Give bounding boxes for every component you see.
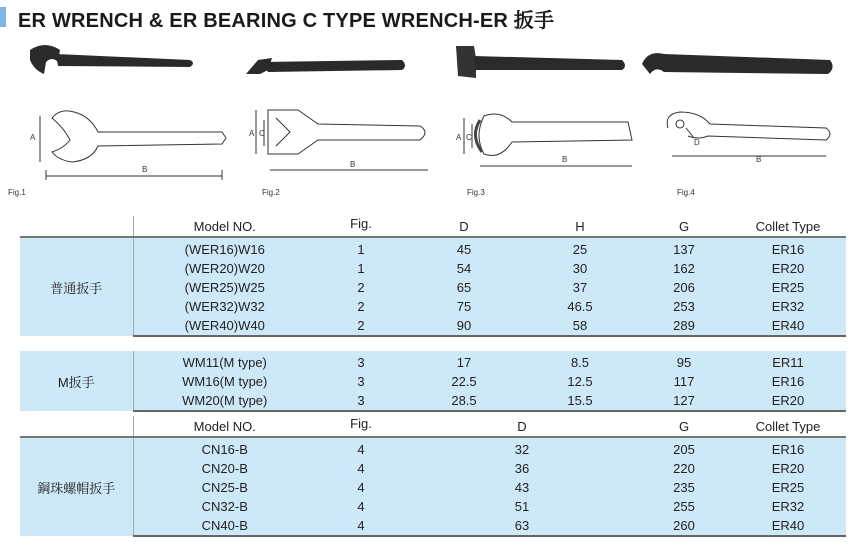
cell-d: 51 xyxy=(406,497,638,516)
table-row xyxy=(20,316,846,336)
table-row xyxy=(20,297,846,316)
cell-fig: 2 xyxy=(316,278,406,297)
cell-d: 65 xyxy=(406,278,522,297)
wrench-drawing-2 xyxy=(256,110,428,170)
cell-model: (WER40)W40 xyxy=(133,316,316,336)
cell-fig: 4 xyxy=(316,437,406,459)
cell-model: CN20-B xyxy=(133,459,316,478)
table-row xyxy=(20,372,846,391)
header-model: Model NO. xyxy=(133,416,316,437)
cell-g: 162 xyxy=(638,259,730,278)
cell-collet: ER16 xyxy=(730,437,846,459)
header-h: H xyxy=(522,216,638,237)
wrench-spec-table xyxy=(20,216,846,412)
cell-model: (WER20)W20 xyxy=(133,259,316,278)
group-name: M扳手 xyxy=(20,351,133,411)
header-g: G xyxy=(638,416,730,437)
cell-fig: 4 xyxy=(316,478,406,497)
cell-model: (WER16)W16 xyxy=(133,237,316,259)
cell-h: 25 xyxy=(522,237,638,259)
cell-g: 253 xyxy=(638,297,730,316)
table-row xyxy=(20,237,846,259)
cell-collet: ER20 xyxy=(730,459,846,478)
cell-collet: ER32 xyxy=(730,297,846,316)
cell-g: 255 xyxy=(638,497,730,516)
fig4-dim-d: D xyxy=(694,138,700,147)
cell-g: 205 xyxy=(638,437,730,459)
fig4-dim-b: B xyxy=(756,155,762,164)
cell-d: 90 xyxy=(406,316,522,336)
cell-model: (WER25)W25 xyxy=(133,278,316,297)
fig1-label: Fig.1 xyxy=(8,188,26,197)
table-row xyxy=(20,497,846,516)
cell-h: 37 xyxy=(522,278,638,297)
header-fig: Fig. xyxy=(316,416,406,437)
cell-fig: 1 xyxy=(316,237,406,259)
cell-collet: ER40 xyxy=(730,516,846,536)
table-row xyxy=(20,278,846,297)
cell-d: 17 xyxy=(406,351,522,372)
cell-d: 43 xyxy=(406,478,638,497)
wrench-photo-3 xyxy=(456,46,625,78)
cell-collet: ER40 xyxy=(730,316,846,336)
wrench-photo-4 xyxy=(642,53,833,74)
cell-d: 75 xyxy=(406,297,522,316)
fig2-dim-b: B xyxy=(350,160,356,169)
cell-h: 15.5 xyxy=(522,391,638,411)
cell-fig: 3 xyxy=(316,391,406,411)
cell-d: 22.5 xyxy=(406,372,522,391)
cell-fig: 1 xyxy=(316,259,406,278)
cell-fig: 3 xyxy=(316,372,406,391)
cell-d: 32 xyxy=(406,437,638,459)
fig4-label: Fig.4 xyxy=(677,188,695,197)
wrench-drawing-1 xyxy=(40,111,226,180)
cell-fig: 4 xyxy=(316,459,406,478)
cell-d: 36 xyxy=(406,459,638,478)
cell-collet: ER25 xyxy=(730,278,846,297)
cell-collet: ER20 xyxy=(730,259,846,278)
table-header-row xyxy=(20,216,846,237)
cell-collet: ER11 xyxy=(730,351,846,372)
cell-g: 127 xyxy=(638,391,730,411)
header-model: Model NO. xyxy=(133,216,316,237)
cell-model: CN16-B xyxy=(133,437,316,459)
table-row xyxy=(20,391,846,411)
cell-model: CN32-B xyxy=(133,497,316,516)
title-accent-bar xyxy=(0,7,6,27)
header-collet: Collet Type xyxy=(730,216,846,237)
figures-area xyxy=(0,36,859,206)
cell-g: 117 xyxy=(638,372,730,391)
cell-d: 28.5 xyxy=(406,391,522,411)
header-fig: Fig. xyxy=(316,216,406,237)
wrench-photo-1 xyxy=(30,45,193,74)
cell-h: 12.5 xyxy=(522,372,638,391)
header-g: G xyxy=(638,216,730,237)
table-row xyxy=(20,437,846,459)
fig2-dim-c: C xyxy=(259,129,265,138)
cell-h: 46.5 xyxy=(522,297,638,316)
header-collet: Collet Type xyxy=(730,416,846,437)
table-row xyxy=(20,459,846,478)
wrench-illustrations xyxy=(0,36,859,206)
bearing-wrench-spec-table xyxy=(20,416,846,537)
cell-g: 220 xyxy=(638,459,730,478)
cell-fig: 4 xyxy=(316,516,406,536)
wrench-drawing-3 xyxy=(464,114,632,166)
cell-g: 137 xyxy=(638,237,730,259)
page-title: ER WRENCH & ER BEARING C TYPE WRENCH-ER 扳手 xyxy=(18,10,555,32)
header-d: D xyxy=(406,416,638,437)
fig3-dim-b: B xyxy=(562,155,568,164)
cell-d: 63 xyxy=(406,516,638,536)
table-header-row xyxy=(20,416,846,437)
fig3-dim-a: A xyxy=(456,133,462,142)
fig3-label: Fig.3 xyxy=(467,188,485,197)
fig1-dim-b: B xyxy=(142,165,148,174)
group-spacer xyxy=(20,336,846,351)
cell-model: WM16(M type) xyxy=(133,372,316,391)
group-name: 鋼珠螺帽扳手 xyxy=(20,437,133,536)
cell-g: 206 xyxy=(638,278,730,297)
cell-fig: 2 xyxy=(316,316,406,336)
cell-collet: ER32 xyxy=(730,497,846,516)
header-d: D xyxy=(406,216,522,237)
table-row xyxy=(20,516,846,536)
cell-g: 289 xyxy=(638,316,730,336)
fig2-label: Fig.2 xyxy=(262,188,280,197)
header-blank xyxy=(20,216,133,237)
cell-collet: ER16 xyxy=(730,237,846,259)
wrench-drawing-4 xyxy=(667,112,830,156)
cell-fig: 4 xyxy=(316,497,406,516)
cell-h: 8.5 xyxy=(522,351,638,372)
cell-h: 30 xyxy=(522,259,638,278)
cell-g: 260 xyxy=(638,516,730,536)
header-blank xyxy=(20,416,133,437)
cell-model: CN40-B xyxy=(133,516,316,536)
wrench-photo-2 xyxy=(246,58,405,74)
cell-d: 54 xyxy=(406,259,522,278)
cell-d: 45 xyxy=(406,237,522,259)
table-row xyxy=(20,351,846,372)
cell-collet: ER20 xyxy=(730,391,846,411)
fig2-dim-a: A xyxy=(249,129,255,138)
cell-model: WM20(M type) xyxy=(133,391,316,411)
cell-model: (WER32)W32 xyxy=(133,297,316,316)
cell-fig: 2 xyxy=(316,297,406,316)
cell-collet: ER16 xyxy=(730,372,846,391)
cell-g: 95 xyxy=(638,351,730,372)
cell-fig: 3 xyxy=(316,351,406,372)
cell-g: 235 xyxy=(638,478,730,497)
table-row xyxy=(20,259,846,278)
fig3-dim-c: C xyxy=(466,133,472,142)
group-name: 普通扳手 xyxy=(20,237,133,336)
cell-model: WM11(M type) xyxy=(133,351,316,372)
fig1-dim-a: A xyxy=(30,133,36,142)
cell-h: 58 xyxy=(522,316,638,336)
table-row xyxy=(20,478,846,497)
cell-collet: ER25 xyxy=(730,478,846,497)
cell-model: CN25-B xyxy=(133,478,316,497)
